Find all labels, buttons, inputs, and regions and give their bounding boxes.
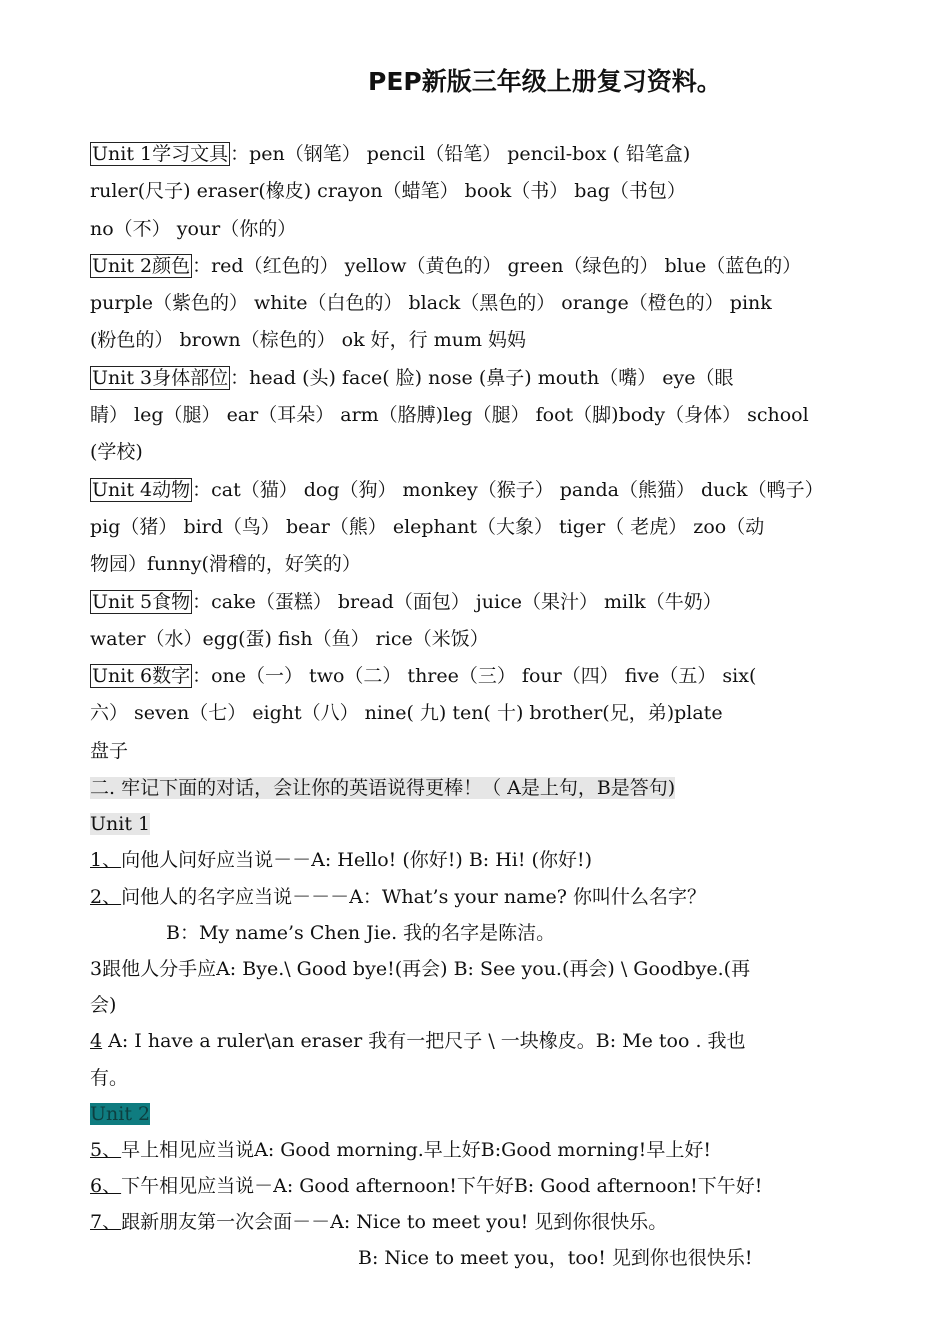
unit3-line-1 xyxy=(90,360,930,397)
unit6-line-2 xyxy=(90,695,930,732)
dialog-3-text-2: 会) xyxy=(90,994,117,1017)
dialog-6-text: 下午相见应当说－A: Good afternoon!下午好B: Good afternoon!下午好! xyxy=(121,1175,763,1198)
dialog-3 xyxy=(90,951,930,987)
dialog-4-text-2: 有。 xyxy=(90,1066,129,1089)
dialog-2 xyxy=(90,879,930,915)
unit2-vocab-1: ：red（红色的） yellow（黄色的） green（绿色的） blue（蓝色的） xyxy=(192,254,802,277)
unit2-line-2 xyxy=(90,285,930,322)
unit4-vocab-1: ：cat（猫） dog（狗） monkey（猴子） panda（熊猫） duck（鸭子） xyxy=(192,478,824,501)
unit5-line-2 xyxy=(90,621,930,658)
unit3-line-3 xyxy=(90,434,930,471)
dialog-6-number: 6、 xyxy=(90,1175,122,1198)
dialog-5 xyxy=(90,1132,930,1168)
unit1-label: Unit 1学习文具 xyxy=(92,143,229,165)
unit2-vocab-2: purple（紫色的） white（白色的） black（黑色的） orange（橙色的） pink xyxy=(90,292,772,315)
unit3-vocab-1: ：head (头) face( 脸) nose (鼻子) mouth（嘴） eye（眼 xyxy=(230,366,734,389)
unit2-label: Unit 2颜色 xyxy=(92,254,191,277)
dialog-7-answer: B: Nice to meet you，too! 见到你也很快乐! xyxy=(358,1247,753,1270)
dialog-7-number: 7、 xyxy=(90,1211,122,1234)
unit5-label: Unit 5食物 xyxy=(92,590,191,613)
section2-heading: 二. 牢记下面的对话，会让你的英语说得更棒！（ A是上句，B是答句) xyxy=(90,777,676,800)
dialog-7-answer-line xyxy=(90,1240,930,1276)
dialog-6 xyxy=(90,1168,930,1204)
section2-heading-line xyxy=(90,770,930,806)
unit6-line-1 xyxy=(90,658,930,695)
dialog-5-number: 5、 xyxy=(90,1138,122,1161)
dialog-3-text: 3跟他人分手应A: Bye.\ Good bye!(再会) B: See you.(再会) \ Goodbye.(再 xyxy=(90,957,751,980)
unit1-line-3 xyxy=(90,211,930,248)
unit2-line-3 xyxy=(90,322,930,359)
unit2-line-1 xyxy=(90,248,930,285)
unit4-vocab-2: pig（猪） bird（鸟） bear（熊） elephant（大象） tiger（ 老虎） zoo（动 xyxy=(90,515,765,538)
unit3-line-2 xyxy=(90,397,930,434)
dialog-4 xyxy=(90,1023,930,1059)
unit3-label: Unit 3身体部位 xyxy=(92,366,229,389)
unit1-line-2 xyxy=(90,173,930,210)
dialog-7-text: 跟新朋友第一次会面－－A: Nice to meet you! 见到你很快乐。 xyxy=(121,1211,668,1234)
unit3-vocab-2: 睛） leg（腿） ear（耳朵） arm（胳膊)leg（腿） foot（脚)body（身体） school xyxy=(90,404,809,427)
dialog-1-text: 向他人问好应当说－－A: Hello! (你好!) B: Hi! (你好!) xyxy=(121,849,593,872)
unit6-vocab-3: 盘子 xyxy=(90,739,129,762)
document-body xyxy=(90,136,930,1277)
dialog-unit2-line xyxy=(90,1096,930,1132)
dialog-7 xyxy=(90,1204,930,1240)
dialog-4-number: 4 xyxy=(90,1030,103,1053)
unit4-line-1 xyxy=(90,472,930,509)
dialog-1 xyxy=(90,842,930,878)
unit1-line-1 xyxy=(90,136,930,173)
dialog-unit2-label: Unit 2 xyxy=(90,1102,151,1125)
dialog-4-text: A: I have a ruler\an eraser 我有一把尺子 \ 一块橡皮。B: Me too . 我也 xyxy=(102,1030,746,1053)
dialog-2-answer-line xyxy=(90,915,930,951)
dialog-unit1-label: Unit 1 xyxy=(90,813,151,836)
unit6-label: Unit 6数字 xyxy=(92,665,191,688)
unit4-line-2 xyxy=(90,509,930,546)
unit4-label: Unit 4动物 xyxy=(92,478,191,501)
unit2-vocab-3: (粉色的） brown（棕色的） ok 好，行 mum 妈妈 xyxy=(90,329,527,352)
unit3-vocab-3: (学校) xyxy=(90,441,143,464)
unit1-vocab-1: ：pen（钢笔） pencil（铅笔） pencil-box ( 铅笔盒) xyxy=(230,143,691,165)
dialog-3-cont xyxy=(90,987,930,1023)
document-title: PEP新版三年级上册复习资料。 xyxy=(368,67,722,96)
unit5-vocab-1: ：cake（蛋糕） bread（面包） juice（果汁） milk（牛奶） xyxy=(192,590,722,613)
dialog-2-text: 问他人的名字应当说－－－A：What’s your name? 你叫什么名字？ xyxy=(121,885,706,908)
unit6-vocab-1: ：one（一） two（二） three（三） four（四） five（五） six( xyxy=(192,665,757,688)
unit5-vocab-2: water（水）egg(蛋) fish（鱼） rice（米饭） xyxy=(90,627,489,650)
unit1-vocab-3: no（不） your（你的） xyxy=(90,217,297,240)
dialog-5-text: 早上相见应当说A: Good morning.早上好B:Good morning!早上好! xyxy=(121,1138,711,1161)
unit5-line-1 xyxy=(90,584,930,621)
unit4-vocab-3: 物园）funny(滑稽的，好笑的） xyxy=(90,553,361,576)
dialog-1-number: 1、 xyxy=(90,849,122,872)
dialog-2-number: 2、 xyxy=(90,885,122,908)
unit6-line-3 xyxy=(90,733,930,770)
dialog-2-answer: B：My name’s Chen Jie. 我的名字是陈洁。 xyxy=(166,921,556,944)
unit4-line-3 xyxy=(90,546,930,583)
unit6-vocab-2: 六） seven（七） eight（八） nine( 九) ten( 十) brother(兄，弟)plate xyxy=(90,702,723,725)
unit1-vocab-2: ruler(尺子) eraser(橡皮) crayon（蜡笔） book（书） bag（书包） xyxy=(90,180,686,203)
dialog-4-cont xyxy=(90,1060,930,1096)
dialog-unit1-line xyxy=(90,806,930,842)
